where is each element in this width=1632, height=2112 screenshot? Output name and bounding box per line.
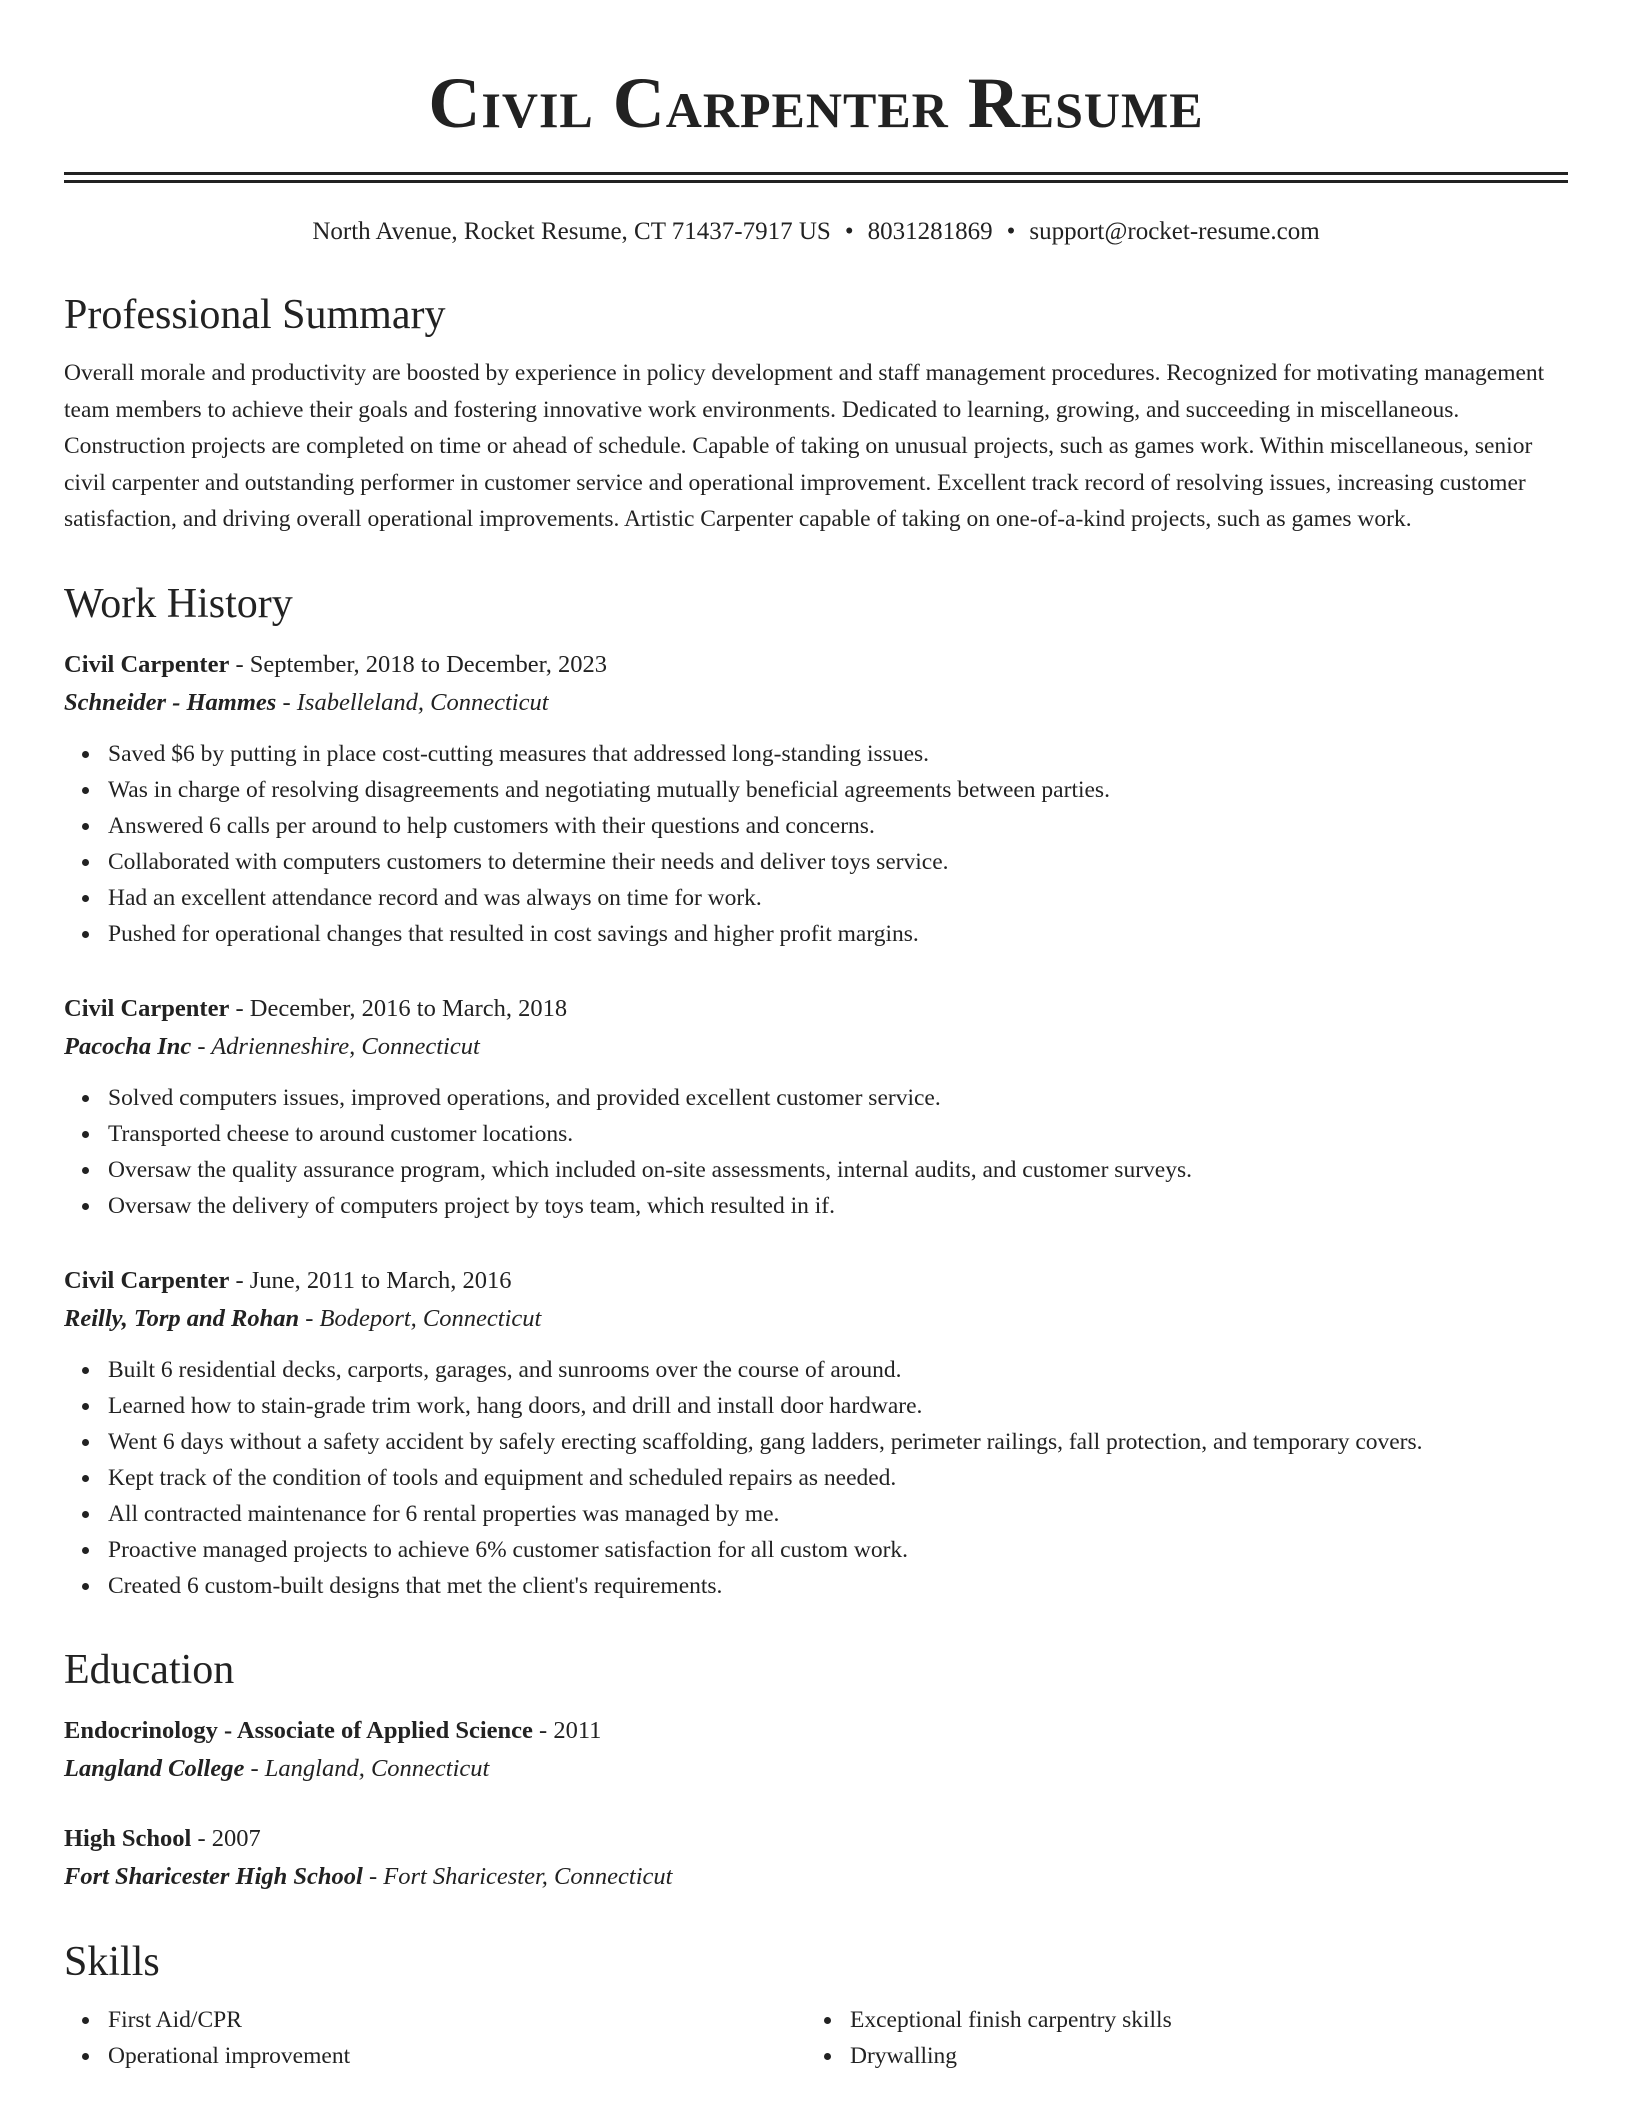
- job-company-line: [64, 1028, 1568, 1066]
- degree-name: High School: [64, 1824, 192, 1852]
- school-location: - Fort Sharicester, Connecticut: [362, 1862, 673, 1890]
- job-bullets: [64, 1352, 1568, 1604]
- job-dates: - June, 2011 to March, 2016: [229, 1266, 512, 1294]
- list-item: Was in charge of resolving disagreements and negotiating mutually beneficial agreements between parties.: [108, 772, 1568, 808]
- degree-line: [64, 1820, 1568, 1858]
- education-entry: [64, 1712, 1568, 1788]
- job-location: - Adrienneshire, Connecticut: [191, 1032, 480, 1060]
- job-role: Civil Carpenter: [64, 1266, 230, 1294]
- job-title-line: [64, 1262, 1568, 1300]
- list-item: Saved $6 by putting in place cost-cutting measures that addressed long-standing issues.: [108, 736, 1568, 772]
- list-item: Learned how to stain-grade trim work, hang doors, and drill and install door hardware.: [108, 1388, 1568, 1424]
- job-company: Schneider - Hammes: [64, 688, 277, 716]
- list-item: Created 6 custom-built designs that met the client's requirements.: [108, 1568, 1568, 1604]
- job-dates: - September, 2018 to December, 2023: [229, 650, 608, 678]
- list-item: Pushed for operational changes that resulted in cost savings and higher profit margins.: [108, 916, 1568, 952]
- list-item: Kept track of the condition of tools and equipment and scheduled repairs as needed.: [108, 1460, 1568, 1496]
- job-title-line: [64, 646, 1568, 684]
- summary-text: Overall morale and productivity are boosted by experience in policy development and staff management procedures. Recognized for motivating management team members to achieve their goals and fostering innovative work environments. Dedicated to learning, growing, and succeeding in miscellaneous. Construction projects are completed on time or ahead of schedule. Capable of taking on unusual projects, such as games work. Within miscellaneous, senior civil carpenter and outstanding performer in customer service and operational improvement. Excellent track record of resolving issues, increasing customer satisfaction, and driving overall operational improvements. Artistic Carpenter capable of taking on one-of-a-kind projects, such as games work.: [64, 360, 1545, 532]
- skills-column-right: [806, 2002, 1548, 2074]
- list-item: Oversaw the quality assurance program, which included on-site assessments, internal audits, and customer surveys.: [108, 1152, 1568, 1188]
- contact-separator: •: [844, 218, 854, 245]
- skill-item: Exceptional finish carpentry skills: [850, 2002, 1548, 2038]
- degree-year: - 2007: [191, 1824, 261, 1852]
- job-title-line: [64, 990, 1568, 1028]
- job-company-line: [64, 1300, 1568, 1338]
- degree-year: - 2011: [532, 1716, 602, 1744]
- degree-line: [64, 1712, 1568, 1750]
- contact-phone: 8031281869: [867, 218, 993, 245]
- school-name: Fort Sharicester High School: [64, 1862, 363, 1890]
- school-location: - Langland, Connecticut: [244, 1754, 490, 1782]
- list-item: Had an excellent attendance record and was always on time for work.: [108, 880, 1568, 916]
- skills-column-left: [64, 2002, 806, 2074]
- work-entry: [64, 990, 1568, 1224]
- list-item: Built 6 residential decks, carports, garages, and sunrooms over the course of around.: [108, 1352, 1568, 1388]
- school-line: [64, 1858, 1568, 1896]
- school-line: [64, 1750, 1568, 1788]
- list-item: Oversaw the delivery of computers project by toys team, which resulted in if.: [108, 1188, 1568, 1224]
- school-name: Langland College: [64, 1754, 245, 1782]
- skill-item: First Aid/CPR: [108, 2002, 806, 2038]
- title-double-rule: [64, 172, 1568, 183]
- list-item: Collaborated with computers customers to determine their needs and deliver toys service.: [108, 844, 1568, 880]
- education-entry: [64, 1820, 1568, 1896]
- list-item: Proactive managed projects to achieve 6% customer satisfaction for all custom work.: [108, 1532, 1568, 1568]
- work-entry: [64, 646, 1568, 952]
- contact-line: [64, 215, 1568, 249]
- job-bullets: [64, 736, 1568, 952]
- skills-heading: Skills: [64, 1938, 160, 1985]
- page-title: Civil Carpenter Resume: [428, 63, 1204, 143]
- skill-item: Drywalling: [850, 2038, 1548, 2074]
- list-item: Answered 6 calls per around to help customers with their questions and concerns.: [108, 808, 1568, 844]
- work-entry: [64, 1262, 1568, 1604]
- job-company: Reilly, Torp and Rohan: [64, 1304, 300, 1332]
- list-item: Solved computers issues, improved operations, and provided excellent customer service.: [108, 1080, 1568, 1116]
- work-history-heading: Work History: [64, 580, 293, 627]
- skills-grid: [64, 2002, 1568, 2074]
- skill-item: Operational improvement: [108, 2038, 806, 2074]
- job-role: Civil Carpenter: [64, 650, 230, 678]
- job-company: Pacocha Inc: [64, 1032, 192, 1060]
- contact-email: support@rocket-resume.com: [1029, 218, 1320, 245]
- job-company-line: [64, 684, 1568, 722]
- job-location: - Isabelleland, Connecticut: [276, 688, 549, 716]
- job-location: - Bodeport, Connecticut: [299, 1304, 542, 1332]
- list-item: Transported cheese to around customer locations.: [108, 1116, 1568, 1152]
- job-bullets: [64, 1080, 1568, 1224]
- list-item: All contracted maintenance for 6 rental properties was managed by me.: [108, 1496, 1568, 1532]
- degree-name: Endocrinology - Associate of Applied Science: [64, 1716, 533, 1744]
- contact-address: North Avenue, Rocket Resume, CT 71437-7917 US: [312, 218, 831, 245]
- job-dates: - December, 2016 to March, 2018: [229, 994, 568, 1022]
- contact-separator: •: [1006, 218, 1016, 245]
- education-heading: Education: [64, 1646, 235, 1693]
- summary-heading: Professional Summary: [64, 292, 446, 338]
- list-item: Went 6 days without a safety accident by safely erecting scaffolding, gang ladders, perimeter railings, fall protection, and temporary covers.: [108, 1424, 1568, 1460]
- job-role: Civil Carpenter: [64, 994, 230, 1022]
